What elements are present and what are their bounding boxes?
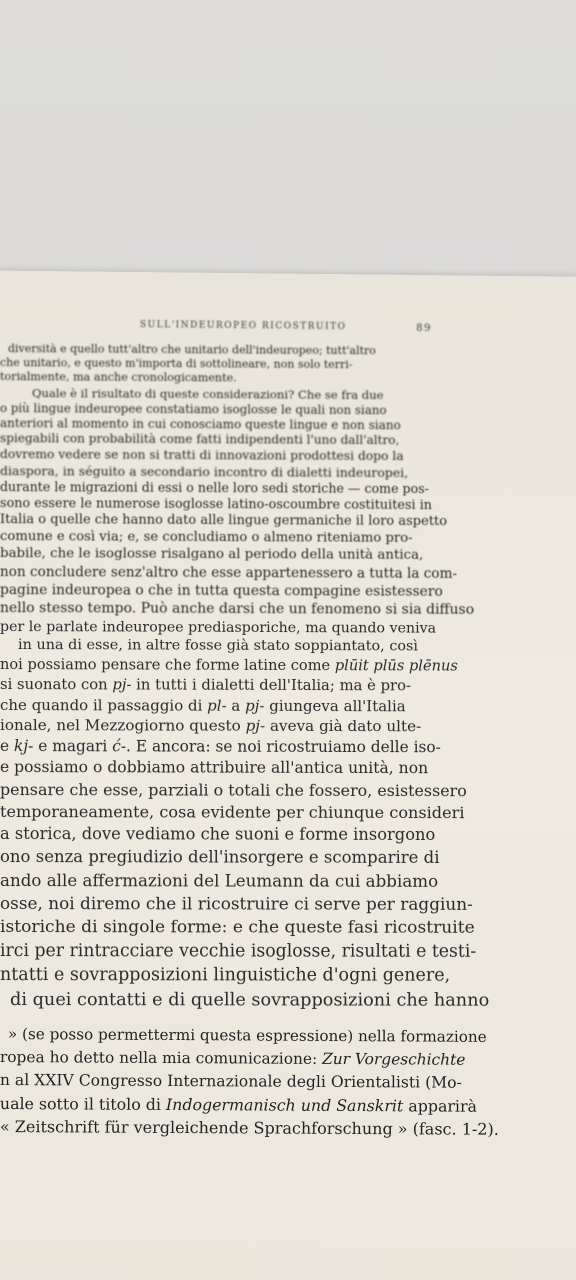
body-text-line: che unitario, e questo m'importa di sottolineare, non solo terri- — [0, 356, 353, 372]
footnote-line: » (se posso permettermi questa espressione) nella formazione — [7, 1025, 487, 1046]
body-text-line: dovremo vedere se non si tratti di innovazioni prodottesi dopo la — [0, 447, 404, 464]
body-text-line: nello stesso tempo. Può anche darsi che un fenomeno si sia diffuso — [0, 600, 475, 618]
body-text-line: e kj- e magari ć-. E ancora: se noi ricostruiamo delle iso- — [0, 737, 441, 757]
body-text-line: pensare che esse, parziali o totali che fossero, esistessero — [0, 780, 467, 801]
body-text-line: ntatti e sovrapposizioni linguistiche d'ogni genere, — [0, 965, 451, 986]
body-text-line: anteriori al momento in cui conosciamo queste lingue e non siano — [0, 416, 401, 433]
body-text-line: a storica, dove vediamo che suoni e forme insorgono — [0, 824, 436, 845]
body-text-line: durante le migrazioni di essi o nelle loro sedi storiche — come pos- — [0, 479, 429, 497]
body-text-line: irci per rintracciare vecchie isoglosse, risultati e testi- — [0, 941, 477, 962]
page-number: 89 — [416, 322, 432, 335]
footnote-line: uale sotto il titolo di Indogermanisch und Sanskrit apparirà — [0, 1094, 478, 1116]
footnote-line: ropea ho detto nella mia comunicazione: Zur Vorgeschichte — [0, 1048, 466, 1069]
footnote-line: n al XXIV Congresso Internazionale degli Orientalisti (Mo- — [0, 1071, 462, 1092]
body-text-line: osse, noi diremo che il ricostruire ci serve per raggiun- — [0, 893, 473, 914]
body-text-line: ono senza pregiudizio dell'insorgere e scomparire di — [0, 847, 440, 867]
body-text-line: o più lingue indeuropee constatiamo isoglosse le quali non siano — [0, 401, 387, 418]
body-text-line: in una di esse, in altre fosse già stato soppiantato, così — [17, 637, 419, 655]
body-text-line: pagine indeuropea o che in tutta questa compagine esistessero — [0, 582, 443, 600]
body-text-line: spiegabili con probabilità come fatti indipendenti l'uno dall'altro, — [0, 431, 400, 448]
running-title: SULL'INDEUROPEO RICOSTRUITO — [139, 320, 347, 333]
body-text-line: temporaneamente, cosa evidente per chiunque consideri — [0, 802, 465, 823]
body-text-line: Quale è il risultato di queste considerazioni? Che se fra due — [31, 386, 384, 402]
running-header — [140, 320, 570, 335]
body-text-line: per le parlate indeuropee prediasporiche, ma quando veniva — [0, 619, 437, 637]
body-text-line: diversità e quello tutt'altro che unitario dell'indeuropeo; tutt'altro — [7, 342, 376, 358]
body-text-line: ionale, nel Mezzogiorno questo pj- aveva già dato ulte- — [0, 716, 422, 736]
body-text-line: di quei contatti e di quelle sovrapposizioni che hanno — [9, 990, 490, 1011]
body-text-line: ando alle affermazioni del Leumann da cui abbiamo — [0, 870, 439, 891]
body-text-line: Italia o quelle che hanno dato alle lingue germaniche il loro aspetto — [0, 512, 448, 530]
body-text-line: che quando il passaggio di pl- a pj- giungeva all'Italia — [0, 696, 406, 716]
footnote-line: « Zeitschrift für vergleichende Sprachforschung » (fasc. 1-2). — [0, 1117, 499, 1139]
body-text-line: sono essere le numerose isoglosse latino-oscoumbre costituitesi in — [0, 496, 433, 514]
body-text-line: babile, che le isoglosse risalgano al periodo della unità antica, — [0, 546, 424, 563]
body-text-line: istoriche di singole forme: e che queste fasi ricostruite — [0, 917, 475, 938]
body-text-line: noi possiamo pensare che forme latine come plūit plūs plēnus — [0, 656, 458, 675]
body-text-line: e possiamo o dobbiamo attribuire all'antica unità, non — [0, 758, 429, 778]
body-text-line: comune e così via; e, se concludiamo o almeno riteniamo pro- — [0, 529, 413, 546]
body-text-line: si suonato con pj- in tutti i dialetti dell'Italia; ma è pro- — [0, 676, 412, 695]
body-text-line: torialmente, ma anche cronologicamente. — [0, 370, 237, 385]
body-text-line: diaspora, in séguito a secondario incontro di dialetti indeuropei, — [0, 463, 409, 481]
body-text-line: non concludere senz'altro che esse appartenessero a tutta la com- — [0, 564, 458, 582]
